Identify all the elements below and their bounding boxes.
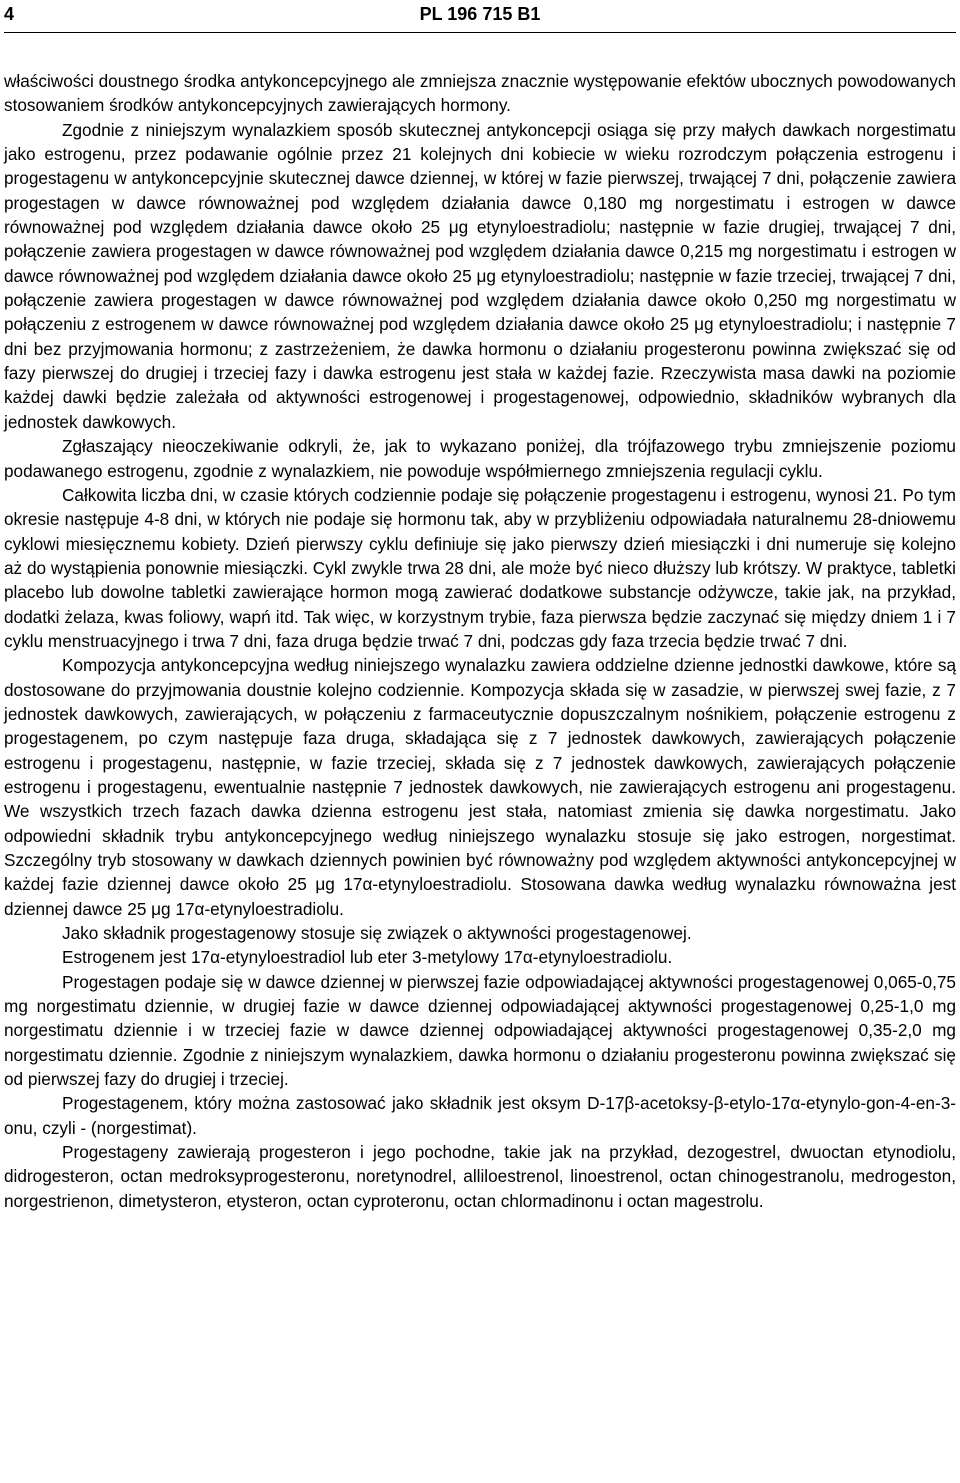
patent-number: PL 196 715 B1 — [419, 4, 541, 24]
document-body — [4, 69, 956, 1213]
paragraph-composition: Kompozycja antykoncepcyjna według niniejszego wynalazku zawiera oddzielne dzienne jednostki dawkowe, które są dostosowane do przyjmowania doustnie kolejno codziennie. Kompozycja składa się w zasadzie, w pierwszej swej fazie, z 7 jednostek dawkowych, zawierających, w połączeniu z farmaceutycznie dopuszczalnym nośnikiem, połączenie estrogenu z progestagenem, po czym następuje faza druga, składająca się z 7 jednostek dawkowych, zawierających połączenie estrogenu i progestagenu, następnie, w fazie trzeciej, składa się z 7 jednostek dawkowych, zawierających połączenie estrogenu i progestagenu, ewentualnie następnie 7 jednostek dawkowych, nie zawierających estrogenu ani progestagenu. We wszystkich trzech fazach dawka dzienna estrogenu jest stała, natomiast zmienia się dawka norgestimatu. Jako odpowiedni składnik trybu antykoncepcyjnego według niniejszego wynalazku stosuje się jako estrogen, norgestimat. Szczególny tryb stosowany w dawkach dziennych powinien być równoważny pod względem aktywności antykoncepcyjnej w każdej fazie dziennej dawce około 25 μg 17α-etynyloestradiolu. Stosowana dawka według wynalazku równoważna jest dziennej dawce 25 μg 17α-etynyloestradiolu. — [4, 655, 956, 919]
paragraph-progestagens-list: Progestageny zawierają progesteron i jego pochodne, takie jak na przykład, dezogestrel, dwuoctan etynodiolu, didrogesteron, octan medroksyprogesteronu, noretynodrel, alliloestrenol, linoestrenol, octan chinogestranolu, medrogeston, norgestrienon, dimetysteron, etysteron, octan cyproteronu, octan chlormadinonu i octan magestrolu. — [4, 1142, 956, 1211]
paragraph-progestagen-dose: Progestagen podaje się w dawce dziennej w pierwszej fazie odpowiadającej aktywności progestagenowej 0,065-0,75 mg norgestimatu dziennie, w drugiej fazie w dawce dziennej odpowiadającej aktywności progestagenowej 0,25-1,0 mg norgestimatu dziennie i w trzeciej fazie w dawce dziennej odpowiadającej aktywności progestagenowej 0,35-2,0 mg norgestimatu dziennie. Zgodnie z niniejszym wynalazkiem, dawka hormonu o działaniu progesteronu powinna zwiększać się od pierwszej fazy do drugiej i trzeciej. — [4, 971, 956, 1090]
paragraph-continued: właściwości doustnego środka antykoncepcyjnego ale zmniejsza znacznie występowanie efektów ubocznych powodowanych stosowaniem środków antykoncepcyjnych zawierających hormony. — [4, 71, 956, 116]
page-header — [4, 4, 956, 33]
paragraph-estrogen: Estrogenem jest 17α-etynyloestradiol lub eter 3-metylowy 17α-etynyloestradiolu. — [62, 947, 673, 968]
paragraph-method: Zgodnie z niniejszym wynalazkiem sposób skutecznej antykoncepcji osiąga się przy małych dawkach norgestimatu jako estrogenu, przez podawanie ogólnie przez 21 kolejnych dni kobiecie w wieku rozrodczym połączenia estrogenu i progestagenu w antykoncepcyjnie skutecznej dawce dziennej, w której w fazie pierwszej, trwającej 7 dni, połączenie zawiera progestagen w dawce równoważnej pod względem działania dawce 0,180 mg norgestimatu i estrogen w dawce równoważnej pod względem działania dawce około 25 μg etynyloestradiolu; następnie w fazie drugiej, trwającej 7 dni, połączenie zawiera progestagen w dawce równoważnej pod względem działania dawce 0,215 mg norgestimatu i estrogen w dawce równoważnej pod względem działania dawce około 25 μg etynyloestradiolu; następnie w fazie trzeciej, trwającej 7 dni, połączenie zawiera progestagen w dawce równoważnej pod względem działania dawce około 0,250 mg norgestimatu w połączeniu z estrogenem w dawce równoważnej pod względem działania dawce około 25 μg etynyloestradiolu; i następnie 7 dni bez przyjmowania hormonu; z zastrzeżeniem, że dawka hormonu o działaniu progesteronu powinna zwiększać się od fazy pierwszej do drugiej i trzeciej fazy i dawka estrogenu jest stała w każdej fazie. Rzeczywista masa dawki na poziomie każdej dawki będzie zależała od aktywności estrogenowej i progestagenowej, odpowiednio, składników wybranych dla jednostek dawkowych. — [4, 119, 956, 432]
paragraph-days: Całkowita liczba dni, w czasie których codziennie podaje się połączenie progestagenu i estrogenu, wynosi 21. Po tym okresie następuje 4-8 dni, w których nie podaje się hormonu tak, aby w przybliżeniu odpowiadała naturalnemu 28-dniowemu cyklowi miesięcznemu kobiety. Dzień pierwszy cyklu definiuje się jako pierwszy dzień miesiączki i dni numeruje się kolejno aż do wystąpienia ponownie miesiączki. Cykl zwykle trwa 28 dni, ale może być nieco dłuższy lub krótszy. W praktyce, tabletki placebo lub dowolne tabletki zawierające hormon mogą zawierać dodatkowe substancje odżywcze, takie jak, na przykład, dodatki żelaza, kwas foliowy, wapń itd. Tak więc, w korzystnym trybie, faza pierwsza będzie zaczynać się między dniem 1 i 7 cyklu menstruacyjnego i trwa 7 dni, faza druga będzie trwać 7 dni, podczas gdy faza trzecia będzie trwać 7 dni. — [4, 484, 956, 651]
page-number: 4 — [4, 4, 15, 24]
paragraph-applicants: Zgłaszający nieoczekiwanie odkryli, że, jak to wykazano poniżej, dla trójfazowego trybu zmniejszenie poziomu podawanego estrogenu, zgodnie z wynalazkiem, nie powoduje współmiernego zmniejszenia regulacji cyklu. — [4, 436, 956, 481]
paragraph-progestagen-component: Jako składnik progestagenowy stosuje się związek o aktywności progestagenowej. — [62, 923, 692, 944]
paragraph-norgestimate: Progestagenem, który można zastosować jako składnik jest oksym D-17β-acetoksy-β-etylo-17α-etynylo-gon-4-en-3-onu, czyli - (norgestimat). — [4, 1093, 956, 1138]
